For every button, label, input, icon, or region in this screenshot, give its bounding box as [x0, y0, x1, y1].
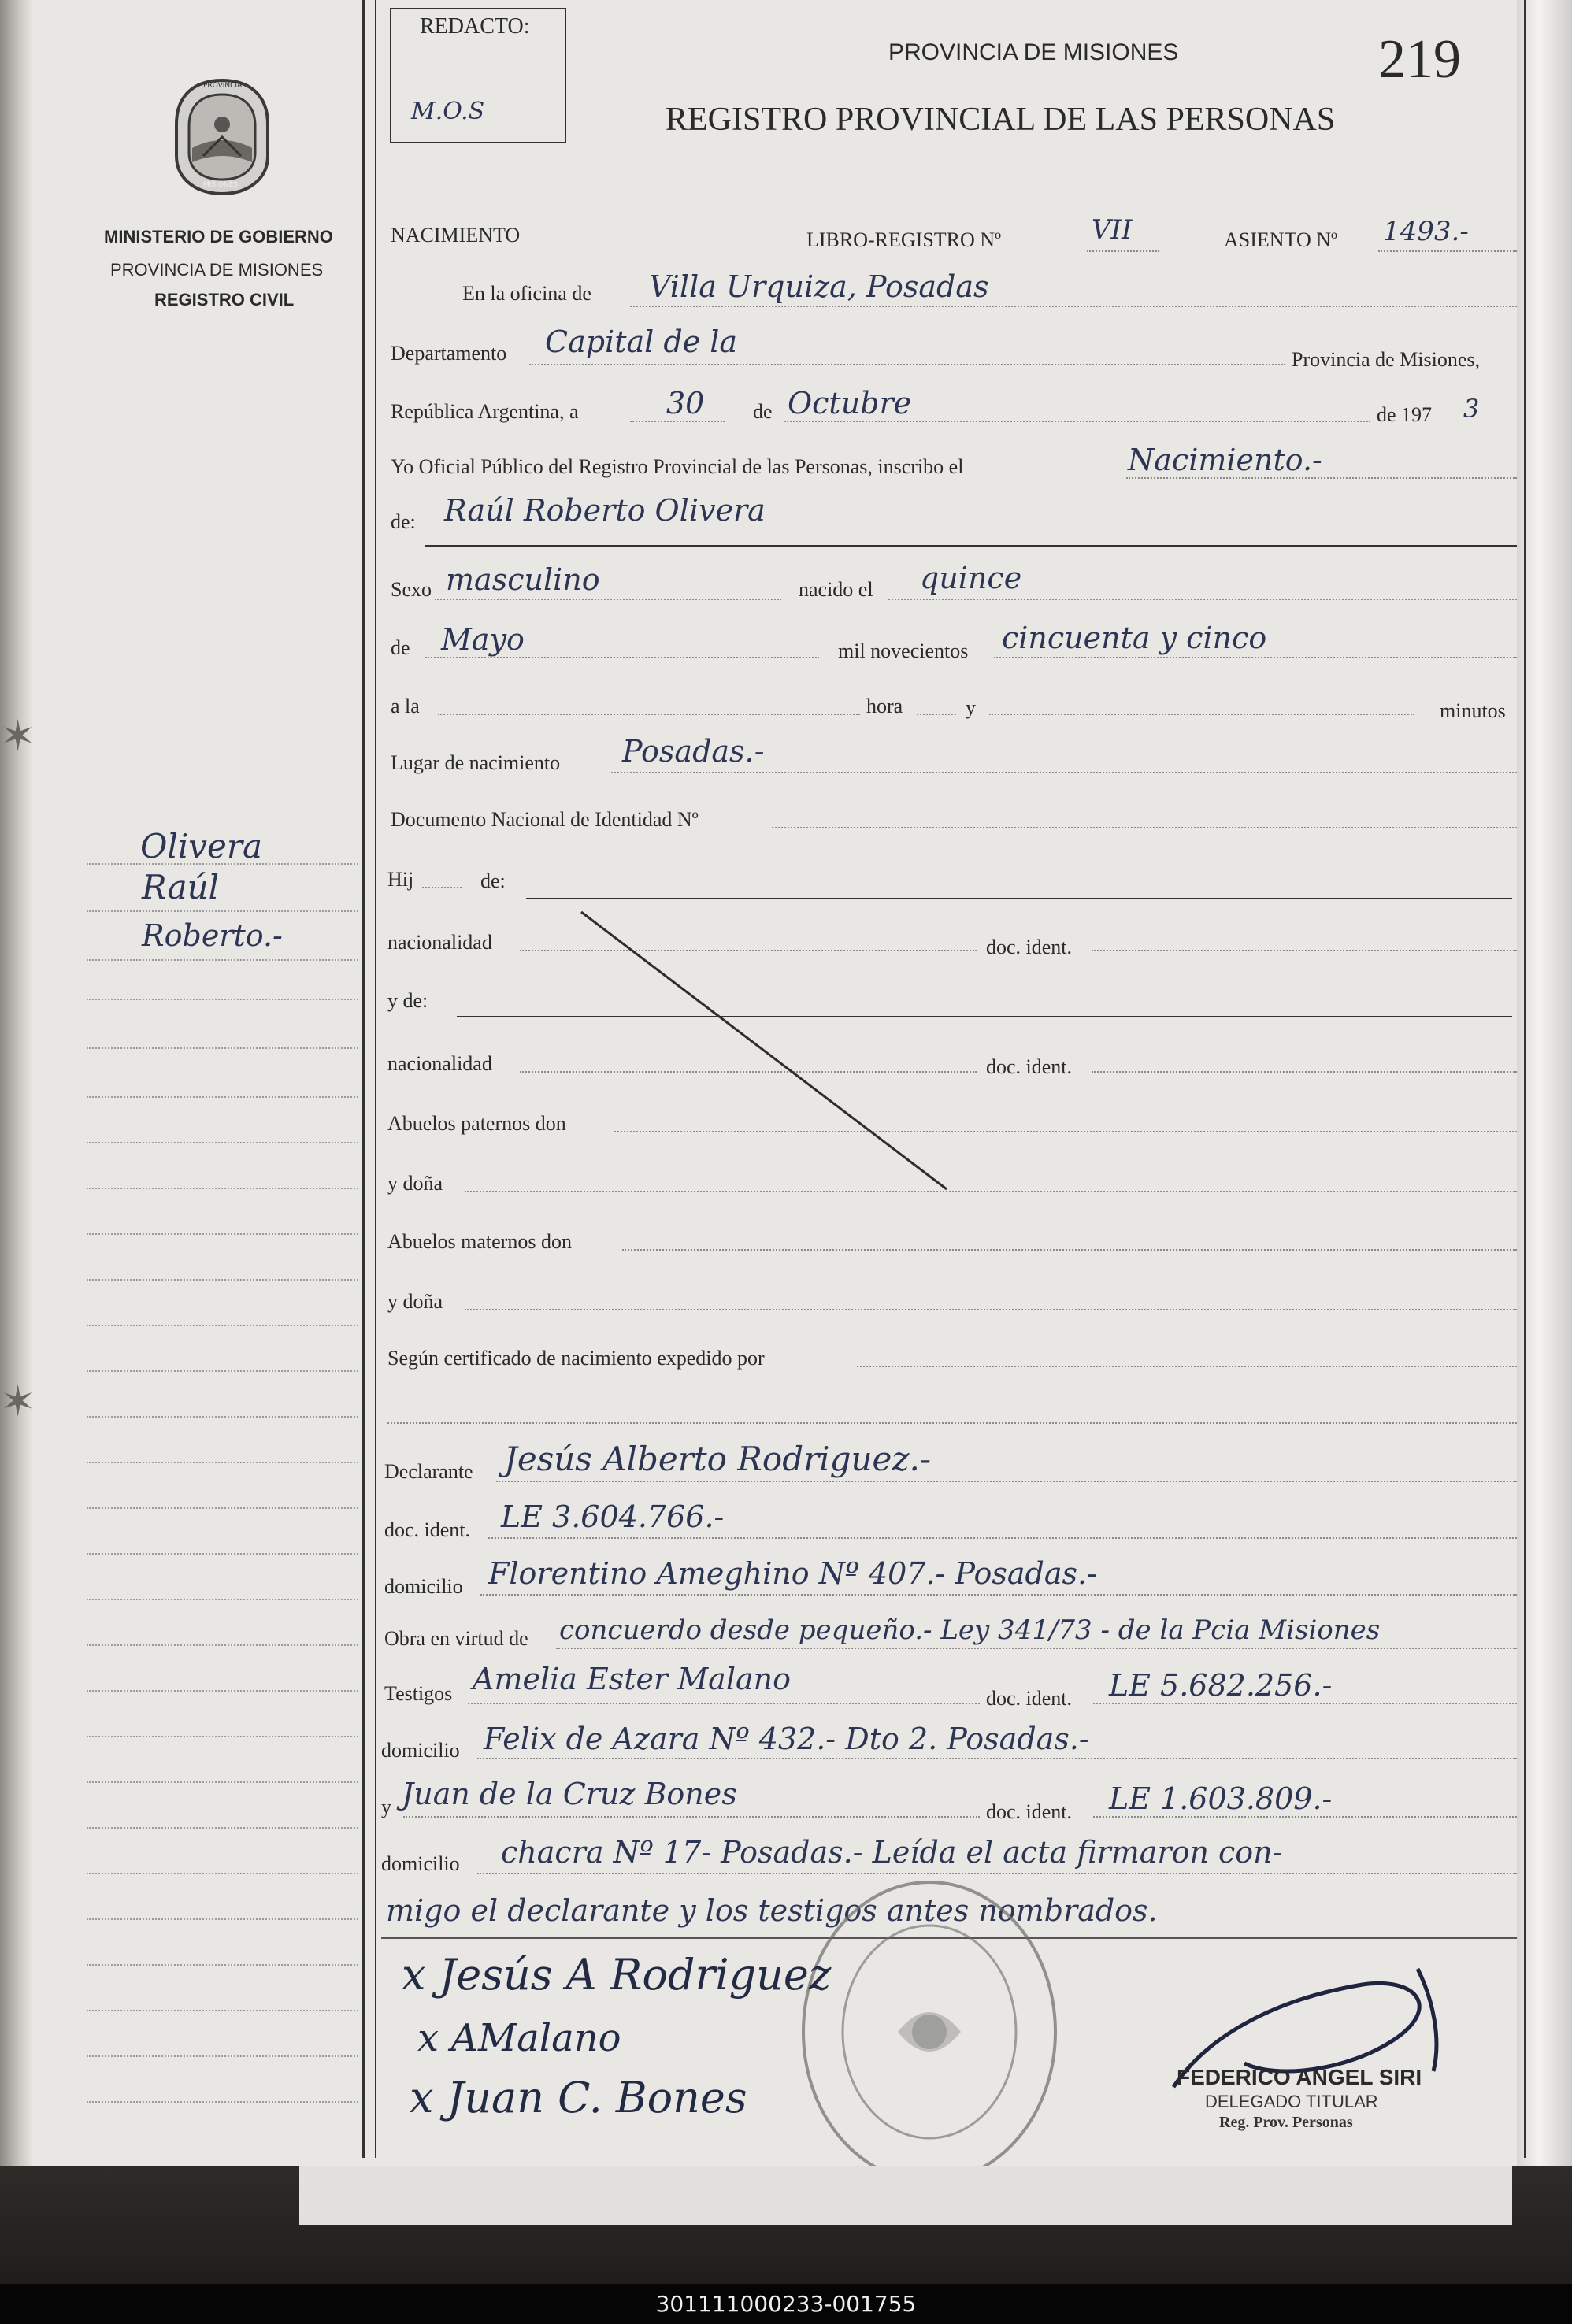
asiento-value: 1493.-: [1383, 216, 1469, 247]
margin-note-name: Raúl: [142, 868, 220, 906]
testigo-2-signature: x Juan C. Bones: [410, 2073, 747, 2122]
doc-ident-declarante-value: LE 3.604.766.-: [501, 1499, 725, 1534]
staple-icon: ✶: [0, 711, 36, 761]
testigos-label: Testigos: [384, 1682, 453, 1705]
cierre-value: migo el declarante y los testigos antes nombrados.: [386, 1893, 1158, 1928]
officer-stamp-office: Reg. Prov. Personas: [1219, 2114, 1353, 2131]
anio-value: 3: [1463, 394, 1480, 424]
cancel-strike-line: [575, 906, 953, 1197]
redacto-label: REDACTO:: [420, 14, 530, 39]
dni-label: Documento Nacional de Identidad Nº: [391, 808, 699, 831]
hij-de-label: de:: [480, 869, 506, 892]
anio-nacimiento-value: cincuenta y cinco: [1002, 621, 1267, 655]
testigo-1-signature: x AMalano: [417, 2016, 621, 2060]
y-testigo-label: y: [381, 1796, 391, 1818]
image-id-bar: [0, 2284, 1572, 2324]
underlying-page: [299, 2166, 1512, 2225]
padre-line: [526, 898, 1512, 899]
y-de-label: y de:: [387, 989, 428, 1012]
lugar-value: Posadas.-: [622, 734, 765, 769]
page-number: 219: [1378, 29, 1461, 90]
domicilio-testigo-2-label: domicilio: [381, 1852, 460, 1875]
testigo-1-value: Amelia Ester Malano: [473, 1662, 791, 1696]
domicilio-testigo-1-label: domicilio: [381, 1739, 460, 1762]
libro-label: LIBRO-REGISTRO Nº: [806, 228, 1002, 251]
testigo-1-doc-value: LE 5.682.256.-: [1109, 1668, 1333, 1703]
province-seal: [172, 77, 273, 197]
nacionalidad-2-label: nacionalidad: [387, 1052, 492, 1075]
scan-bottom-background: [0, 2166, 1572, 2284]
provincia-label: Provincia de Misiones,: [1292, 348, 1481, 371]
inscribo-label: Yo Oficial Público del Registro Provincial de las Personas, inscribo el: [391, 455, 964, 478]
redacto-box: [390, 8, 566, 143]
dia-value: 30: [666, 386, 705, 421]
testigo-2-doc-label: doc. ident.: [986, 1800, 1073, 1823]
mil-label: mil novecientos: [838, 639, 969, 662]
nacido-label: nacido el: [799, 578, 873, 601]
doc-ident-declarante-label: doc. ident.: [384, 1518, 471, 1541]
doc-ident-1-label: doc. ident.: [986, 936, 1073, 958]
book-binding: [0, 0, 33, 2197]
doc-ident-2-label: doc. ident.: [986, 1055, 1073, 1078]
margin-note-surname: Olivera: [140, 827, 262, 865]
testigo-1-doc-label: doc. ident.: [986, 1687, 1073, 1710]
image-id-text: 301111000233-001755: [655, 2291, 917, 2317]
a-la-label: a la: [391, 695, 420, 717]
province-heading: PROVINCIA DE MISIONES: [888, 39, 1179, 65]
y-dona-1-label: y doña: [387, 1172, 443, 1195]
right-border-rule: [1524, 0, 1526, 2158]
nacionalidad-1-label: nacionalidad: [387, 931, 492, 954]
sexo-value: masculino: [446, 562, 600, 597]
official-round-stamp: [795, 1874, 1063, 2189]
oficina-label: En la oficina de: [462, 282, 591, 305]
lugar-label: Lugar de nacimiento: [391, 751, 561, 774]
nombre-underline: [425, 545, 1517, 547]
officer-stamp-title: DELEGADO TITULAR: [1205, 2092, 1378, 2111]
registry-title: REGISTRO PROVINCIAL DE LAS PERSONAS: [666, 102, 1336, 138]
left-column-rule-inner: [375, 0, 376, 2158]
abuelos-paternos-label: Abuelos paternos don: [387, 1112, 566, 1135]
province-label: PROVINCIA DE MISIONES: [110, 260, 324, 280]
obra-value: concuerdo desde pequeño.- Ley 341/73 - de la Pcia Misiones: [559, 1614, 1381, 1646]
segun-certificado-label: Según certificado de nacimiento expedido por: [387, 1347, 765, 1370]
de-mes-label: de: [391, 636, 410, 659]
obra-label: Obra en virtud de: [384, 1627, 528, 1650]
domicilio-testigo-2-value: chacra Nº 17- Posadas.- Leída el acta firmaron con-: [501, 1835, 1283, 1870]
seal-text-top: PROVINCIA: [203, 82, 243, 90]
nacimiento-label: NACIMIENTO: [391, 224, 521, 246]
civil-registry-label: REGISTRO CIVIL: [154, 290, 295, 309]
declarante-label: Declarante: [384, 1460, 473, 1483]
nombre-value: Raúl Roberto Olivera: [444, 493, 766, 528]
hora-label: hora: [866, 695, 903, 717]
y-dona-2-label: y doña: [387, 1290, 443, 1313]
hij-label: Hij: [387, 868, 414, 891]
sexo-label: Sexo: [391, 578, 432, 601]
departamento-value: Capital de la: [545, 324, 738, 359]
left-column-rule: [362, 0, 365, 2158]
declarante-signature: x Jesús A Rodriguez: [402, 1950, 832, 2000]
domicilio-testigo-1-value: Felix de Azara Nº 432.- Dto 2. Posadas.-: [484, 1722, 1089, 1756]
anio-label: de 197: [1377, 403, 1433, 426]
domicilio-declarante-value: Florentino Ameghino Nº 407.- Posadas.-: [488, 1556, 1097, 1591]
declarante-value: Jesús Alberto Rodriguez.-: [504, 1440, 932, 1478]
mes-value: Octubre: [788, 386, 912, 421]
redacto-initials: M.O.S: [411, 98, 485, 125]
asiento-label: ASIENTO Nº: [1224, 228, 1338, 251]
margin-note-second-name: Roberto.-: [142, 918, 283, 953]
y-label: y: [966, 696, 976, 719]
libro-value: VII: [1092, 214, 1133, 246]
de-label: de: [753, 400, 773, 423]
republica-label: República Argentina, a: [391, 400, 579, 423]
departamento-label: Departamento: [391, 342, 507, 365]
abuelos-maternos-label: Abuelos maternos don: [387, 1230, 572, 1253]
officer-stamp-name: FEDERICO ANGEL SIRI: [1177, 2065, 1422, 2089]
testigo-2-value: Juan de la Cruz Bones: [402, 1777, 737, 1811]
inscribo-value: Nacimiento.-: [1128, 443, 1322, 477]
oficina-value: Villa Urquiza, Posadas: [649, 269, 989, 304]
mes-nacimiento-value: Mayo: [441, 622, 525, 657]
staple-icon: ✶: [0, 1377, 36, 1426]
ministry-label: MINISTERIO DE GOBIERNO: [104, 227, 333, 246]
seal-text-bottom: MISIONES: [203, 181, 239, 189]
nacido-value: quince: [920, 561, 1022, 595]
minutos-label: minutos: [1440, 699, 1506, 722]
de-nombre-label: de:: [391, 510, 416, 533]
domicilio-declarante-label: domicilio: [384, 1575, 463, 1598]
testigo-2-doc-value: LE 1.603.809.-: [1109, 1781, 1333, 1816]
